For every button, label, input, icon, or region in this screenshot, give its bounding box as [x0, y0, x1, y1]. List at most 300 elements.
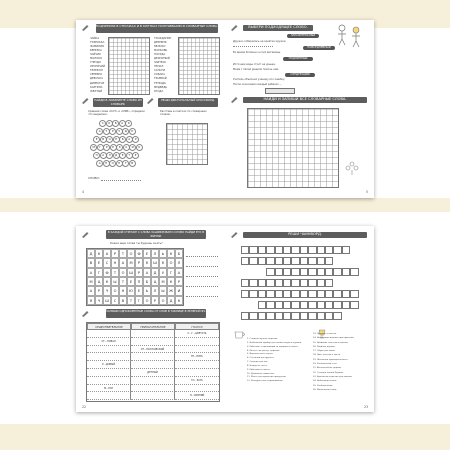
chainword-cell[interactable]	[308, 279, 316, 287]
grid-letter: К	[103, 277, 111, 286]
chainword-cell[interactable]	[342, 290, 350, 298]
chainword-cell[interactable]	[283, 301, 291, 309]
middle-background-band	[0, 198, 450, 212]
chainword-cell[interactable]	[291, 312, 299, 320]
chainword-cell[interactable]	[266, 301, 274, 309]
letter-circle: А	[126, 136, 133, 143]
clue-item: 9. Работник в классе.	[247, 368, 271, 371]
chainword-cell[interactable]	[317, 268, 325, 276]
chainword-cell[interactable]	[283, 290, 291, 298]
grid-letter: Ц	[151, 277, 159, 286]
table-cell	[131, 361, 175, 369]
table-cell: П...СИЯНИЙ	[175, 392, 219, 400]
grid-letter: А	[87, 286, 95, 295]
word-item: ЗАВТРАК	[154, 61, 166, 65]
pencil-icon	[146, 98, 154, 104]
chainword-cell[interactable]	[350, 301, 358, 309]
grid-letter: П	[135, 277, 143, 286]
page-23	[225, 226, 374, 412]
answer-label: СЛОВО:	[88, 176, 100, 180]
blank-line	[233, 46, 273, 47]
page-4	[76, 20, 226, 198]
letter-circle: О	[109, 160, 116, 167]
grid-letter: Г	[167, 268, 175, 277]
sentence-1: Дружно собиралась на занятие кружка.	[233, 40, 287, 43]
pencil-icon	[81, 311, 89, 317]
chainword-cell[interactable]	[325, 301, 333, 309]
banner-find-words: НАЙДИ И ЗАПИШИ ВСЕ СЛОВАРНЫЕ СЛОВА.	[243, 97, 367, 103]
chainword-cell[interactable]	[350, 290, 358, 298]
grid-letter: О	[159, 296, 167, 305]
chainword-cell[interactable]	[249, 290, 257, 298]
book-spread-bottom	[76, 226, 374, 412]
clue-item: 20. Ученический стол.	[313, 363, 338, 366]
grid-letter: Н	[119, 286, 127, 295]
word-search-grid	[247, 108, 339, 188]
letter-circle: Т	[126, 152, 133, 159]
letter-circle: К	[116, 144, 123, 151]
word-pill-4: СЛЕДУЮЩИЙ	[285, 73, 315, 77]
letter-circle: М	[90, 144, 97, 151]
chainword-cell[interactable]	[266, 268, 274, 276]
chainword-cell[interactable]	[258, 290, 266, 298]
letter-circle: А	[96, 160, 103, 167]
word-item: ЗАЙЧИК	[90, 53, 101, 57]
answer-line	[101, 180, 141, 181]
chainword-cell[interactable]	[283, 312, 291, 320]
word-item: ТЕТРАДЬ	[154, 81, 166, 85]
grid-letter: Л	[151, 249, 159, 258]
chainword-cell[interactable]	[258, 257, 266, 265]
clue-item: 8. Блюдо из теста.	[247, 364, 268, 367]
word-item: КАРТИНА	[90, 85, 103, 89]
grid-letter: Р	[151, 296, 159, 305]
chainword-cell[interactable]	[241, 257, 249, 265]
grid-letter: К	[159, 258, 167, 267]
table-cell	[87, 369, 131, 377]
word-item: ДЕРЕВНЯ	[154, 41, 167, 45]
chainword-cell[interactable]	[275, 268, 283, 276]
chainword-cell[interactable]	[249, 257, 257, 265]
chainword-cell[interactable]	[291, 268, 299, 276]
word-item: ТЕЛЕФОН	[90, 69, 104, 73]
clue-item: 10. Домашнее животное.	[247, 372, 275, 375]
grid-letter: Ш	[151, 258, 159, 267]
letter-circle: Д	[122, 128, 129, 135]
table-cell	[175, 369, 219, 377]
chainword-cell[interactable]	[325, 279, 333, 287]
table-cell	[131, 385, 175, 393]
grid-letter: О	[111, 286, 119, 295]
chainword-cell[interactable]	[291, 257, 299, 265]
chainword-cell[interactable]	[333, 312, 341, 320]
table-cell	[131, 338, 175, 346]
chainword-cell[interactable]	[308, 268, 316, 276]
table-cell	[87, 392, 131, 400]
grid-letter: О	[143, 296, 151, 305]
table-cell	[87, 330, 131, 338]
grid-letter: Л	[151, 286, 159, 295]
chainword-cell[interactable]	[258, 246, 266, 254]
table-cell	[175, 361, 219, 369]
pencil-icon	[81, 232, 89, 238]
grid-letter: Б	[143, 277, 151, 286]
grid-letter: Ч	[103, 286, 111, 295]
chainword-cell[interactable]	[266, 312, 274, 320]
clue-item: 17. Обувь для зимы.	[313, 350, 336, 353]
table-cell	[175, 338, 219, 346]
chainword-cell[interactable]	[300, 312, 308, 320]
grid-letter: Е	[135, 286, 143, 295]
page-22	[76, 226, 226, 412]
grid-letter: О	[119, 268, 127, 277]
word-item: ЛЕСНИЧИЙ	[90, 65, 105, 69]
letter-circle: А	[119, 120, 126, 127]
grid-letter: Ь	[159, 249, 167, 258]
chainword-cell[interactable]	[317, 257, 325, 265]
grid-letter: Т	[127, 296, 135, 305]
word-list-right	[154, 37, 171, 94]
word-list-left	[90, 37, 105, 94]
chainword-cell[interactable]	[275, 257, 283, 265]
grid-letter: Ы	[159, 286, 167, 295]
word-table	[86, 322, 220, 402]
chainword-cell[interactable]	[300, 301, 308, 309]
word-item: ДЕВОЧКА	[90, 77, 103, 81]
banner-labyrinth: НАЙДИ В ЛАБИРИНТЕ СЛОВО ИЗ СЛОВАРЯ.	[94, 98, 142, 107]
grid-letter: К	[167, 277, 175, 286]
letter-circle: Л	[106, 152, 113, 159]
table-cell: М...РСЕ	[87, 385, 131, 393]
letter-circle: А	[100, 152, 107, 159]
chainword-cell[interactable]	[249, 279, 257, 287]
table-cell	[175, 385, 219, 393]
letter-grid-2	[178, 37, 220, 95]
table-cell: ДЕТНЫЙ	[131, 369, 175, 377]
page-number: 4	[82, 190, 85, 194]
word-item: ЧАЙКА	[90, 37, 100, 40]
grid-letter: Т	[119, 277, 127, 286]
chainword-cell[interactable]	[283, 246, 291, 254]
grid-letter: Р	[95, 286, 103, 295]
chainword-cell[interactable]	[300, 257, 308, 265]
chainword-cell[interactable]	[333, 246, 341, 254]
chainword-cell[interactable]	[258, 301, 266, 309]
chainword-cell[interactable]	[241, 246, 249, 254]
chainword-cell[interactable]	[283, 279, 291, 287]
clue-item: 13. Предмет в школе.	[313, 333, 337, 335]
table-cell	[131, 377, 175, 385]
word-box	[265, 88, 295, 94]
sentence-3: Источник воды стоит на крыше.	[233, 63, 276, 66]
pencil-icon	[81, 98, 89, 104]
table-cell: ГО...РАТЬ	[175, 377, 219, 385]
grid-letter: В	[87, 258, 95, 267]
grid-letter: М	[159, 277, 167, 286]
chainword-cell[interactable]	[342, 301, 350, 309]
grid-letter: Л	[175, 258, 183, 267]
letter-circle: В	[100, 136, 107, 143]
letter-circle: Е	[119, 152, 126, 159]
banner-choose-word: ВЫБЕРИ ПОДХОДЯЩЕЕ СЛОВО.	[243, 25, 313, 31]
banner-underline-words: ПОДЧЕРКНИ В СТРОЧКАХ И В КЛЕТКАХ ПОЛУЧИВШИЕСЯ СЛОВАРНЫЕ СЛОВА.	[96, 24, 218, 33]
crossword-instruction: Расставь в клетках по словарным словам.	[160, 110, 207, 117]
letter-circle-puzzle	[90, 120, 146, 170]
chainword-cell[interactable]	[350, 268, 358, 276]
chainword-cell[interactable]	[249, 312, 257, 320]
grid-letter: Д	[151, 268, 159, 277]
chainword-cell[interactable]	[291, 290, 299, 298]
chainword-cell[interactable]	[325, 312, 333, 320]
chainword-cell[interactable]	[317, 279, 325, 287]
clue-item: 12. Конкурентное соревнование.	[247, 380, 284, 383]
table-cell	[87, 346, 131, 354]
word-pill-3: ПОДЛИННЫЙ	[283, 57, 313, 61]
grid-letter: В	[119, 296, 127, 305]
word-item: СОБАКА	[154, 73, 166, 77]
page-number: 22	[82, 405, 87, 409]
word-item: ПОСУДА	[154, 53, 166, 57]
letter-grid	[86, 248, 184, 306]
grid-letter: Ы	[111, 277, 119, 286]
chainword-cell[interactable]	[283, 257, 291, 265]
clue-item: 24. Небольшая книга.	[313, 380, 337, 383]
table-header: СУЩЕСТВИТЕЛЬНОЕ	[87, 323, 131, 330]
grid-letter: Д	[167, 296, 175, 305]
chainword-cell[interactable]	[308, 312, 316, 320]
chainword-cell[interactable]	[266, 290, 274, 298]
grid-letter: К	[95, 249, 103, 258]
chainword-cell[interactable]	[308, 301, 316, 309]
word-pill-2: ПОВСЕДНЕВНЫЙ	[303, 46, 335, 50]
chainword-cell[interactable]	[266, 257, 274, 265]
table-cell: ТЕ...НЯТЬ	[175, 353, 219, 361]
grid-letter: К	[143, 258, 151, 267]
grid-letter: Г	[95, 268, 103, 277]
letter-circle: С	[99, 120, 106, 127]
clue-item: 5. Верхняя часть зерна.	[247, 353, 274, 356]
grid-letter: М	[87, 277, 95, 286]
chainword-cell[interactable]	[342, 268, 350, 276]
banner-chainword: РЕШИ ЧАЙНВОРД.	[243, 232, 367, 238]
table-cell	[87, 353, 131, 361]
letter-circle: Е	[93, 136, 100, 143]
chainword-cell[interactable]	[275, 246, 283, 254]
book-spread-top	[76, 20, 374, 198]
letter-grid-1	[108, 37, 150, 95]
grid-letter: Ш	[127, 268, 135, 277]
word-item: ЖЕЛТЫЙ	[90, 89, 103, 93]
grid-letter: Ь	[143, 286, 151, 295]
table-cell: С...Г...ЦВЕТАТЬ	[175, 330, 219, 338]
chainword-cell[interactable]	[325, 268, 333, 276]
word-item: ЯГОДА	[154, 89, 164, 93]
chainword-cell[interactable]	[317, 312, 325, 320]
grid-letter: Ф	[135, 249, 143, 258]
word-item: ПЕНАЛ	[154, 65, 164, 69]
letter-circle: Б	[119, 136, 126, 143]
grid-letter: К	[167, 249, 175, 258]
question-text: Какие ещё слова ты будешь знать?	[110, 241, 163, 245]
clue-item: 4. Место, где растут деревья.	[247, 349, 280, 352]
chainword-cell[interactable]	[266, 246, 274, 254]
letter-circle: Н	[113, 136, 120, 143]
letter-circle: Е	[132, 152, 139, 159]
letter-circle: А	[123, 144, 130, 151]
letter-circle: Т	[103, 128, 110, 135]
clue-item: 25. Учебная вещь.	[313, 384, 333, 387]
word-item: САПОГИ	[154, 69, 166, 73]
chainword-cell[interactable]	[317, 301, 325, 309]
chainword-cell[interactable]	[283, 268, 291, 276]
chainword-cell[interactable]	[241, 279, 249, 287]
grid-letter: Д	[87, 249, 95, 258]
word-item: МОРКОВЬ	[154, 49, 168, 53]
chainword-cell[interactable]	[333, 268, 341, 276]
letter-circle: Н	[103, 160, 110, 167]
chainword-cell[interactable]	[333, 301, 341, 309]
letter-circle: В	[129, 160, 136, 167]
grid-letter: Р	[135, 258, 143, 267]
clue-item: 18. Цвет осеннего листа.	[313, 354, 341, 357]
clue-item: 19. Школьная принадлежность.	[313, 358, 349, 361]
table-cell	[87, 377, 131, 385]
letter-circle: Р	[132, 136, 139, 143]
word-pill-1: ЗАРАЗИТЕЛЬНЫЙ	[287, 34, 319, 38]
chainword-cell[interactable]	[241, 290, 249, 298]
banner-crossword: РЕШИ ДИАГОНАЛЬНЫЙ КРОССВОРД.	[158, 98, 218, 107]
clue-item: 14. Небольшое водное пространство.	[313, 337, 355, 340]
clue-item: 23. Бумажные изделия для письма.	[313, 375, 353, 378]
table-cell	[131, 330, 175, 338]
letter-circle: П	[93, 152, 100, 159]
grid-letter: Ф	[103, 268, 111, 277]
letter-circle: О	[136, 144, 143, 151]
word-item: ДЕЖУРНЫЙ	[154, 57, 170, 61]
sentence-2: Во время болезни он пил витамины.	[233, 51, 282, 54]
chainword-cell[interactable]	[275, 312, 283, 320]
chainword-cell[interactable]	[308, 257, 316, 265]
chainword-cell[interactable]	[291, 301, 299, 309]
grid-letter: К	[175, 296, 183, 305]
grid-letter: Т	[111, 268, 119, 277]
grid-letter: У	[159, 268, 167, 277]
sentence-4: Мама с папой решили помочь нам.	[233, 68, 280, 71]
letter-circle: У	[116, 128, 123, 135]
grid-letter: Ю	[127, 286, 135, 295]
grid-letter: Б	[175, 249, 183, 258]
chainword-cell[interactable]	[325, 290, 333, 298]
grid-letter: Е	[127, 277, 135, 286]
grid-letter: С	[103, 258, 111, 267]
clue-item: 3. Работник, отвечающий за порядок в классе.	[247, 345, 299, 348]
word-item: МОЛОКО	[90, 57, 103, 61]
clue-item: 26. Маленькая птица.	[313, 388, 337, 391]
letter-circle: Б	[112, 120, 119, 127]
chainword-cell[interactable]	[300, 268, 308, 276]
word-item: ТУФЕЛЬКА	[90, 41, 105, 45]
letter-circle: Р	[109, 128, 116, 135]
chainword-cell[interactable]	[266, 279, 274, 287]
grid-letter: Р	[111, 249, 119, 258]
page-5	[225, 20, 374, 198]
page-number: 5	[365, 190, 368, 194]
chainword-cell[interactable]	[308, 246, 316, 254]
table-cell	[131, 353, 175, 361]
word-item: МЕДВЕДЬ	[154, 85, 168, 89]
grid-letter: М	[127, 258, 135, 267]
chainword-cell[interactable]	[317, 246, 325, 254]
chainword-cell[interactable]	[325, 257, 333, 265]
chainword-cell[interactable]	[325, 246, 333, 254]
chainword-cell[interactable]	[258, 279, 266, 287]
word-item: СЕРЕБРО	[90, 73, 103, 77]
chainword-cell[interactable]	[308, 290, 316, 298]
letter-circle: К	[125, 120, 132, 127]
chainword-cell[interactable]	[291, 279, 299, 287]
page-number: 23	[363, 405, 368, 409]
grid-letter: Р	[135, 268, 143, 277]
sentence-5: Учитель объяснил ученику его ошибку.	[233, 78, 286, 81]
dancing-figures-icon	[333, 23, 365, 49]
grid-letter: Ц	[95, 277, 103, 286]
word-item: ЯБЛОКО	[154, 45, 166, 49]
grid-letter: А	[119, 258, 127, 267]
clue-item: 15. Название газетного письма.	[313, 341, 349, 344]
grid-letter: А	[103, 249, 111, 258]
grid-letter: А	[175, 268, 183, 277]
letter-circle: А	[96, 128, 103, 135]
word-item: ТРАМВАЙ	[154, 77, 167, 81]
chainword-cell[interactable]	[300, 290, 308, 298]
pencil-icon	[230, 97, 238, 103]
letter-circle: Т	[122, 160, 129, 167]
answer-lines	[186, 248, 220, 304]
grid-letter: Е	[95, 258, 103, 267]
chainword-cell[interactable]	[258, 312, 266, 320]
clue-item: 22. Столица нашей Родины.	[313, 371, 344, 374]
chainword-cell[interactable]	[249, 246, 257, 254]
table-header: ГЛАГОЛ	[175, 323, 219, 330]
grid-letter: Я	[87, 296, 95, 305]
pencil-icon	[230, 232, 238, 238]
word-item: ДИРЕКТОР	[90, 81, 105, 85]
chainword-cell[interactable]	[333, 290, 341, 298]
letter-circle: И	[129, 144, 136, 151]
chainword-cell[interactable]	[241, 312, 249, 320]
chainword-cell[interactable]	[317, 290, 325, 298]
chainword-cell[interactable]	[275, 301, 283, 309]
chainword-cell[interactable]	[291, 246, 299, 254]
word-item: БЕРЕЗКА	[90, 49, 102, 53]
clues-right	[313, 332, 354, 392]
sentence-6: После окончания каждый ребенок ...	[233, 83, 282, 86]
chainword-cell[interactable]	[300, 246, 308, 254]
cup-doodle-icon	[233, 330, 247, 340]
letter-circle: О	[106, 136, 113, 143]
chainword-cell[interactable]	[275, 279, 283, 287]
clue-item: 6. Стальной инструмент.	[247, 357, 275, 360]
grid-letter: О	[167, 258, 175, 267]
bottom-background-band	[0, 424, 450, 450]
chainword-cell[interactable]	[300, 279, 308, 287]
table-cell: Р...ДОВЫЙ	[87, 361, 131, 369]
clue-item: 1. Сладкое мучное изделие.	[247, 338, 278, 340]
grid-letter: О	[127, 249, 135, 258]
chainword-cell[interactable]	[342, 246, 350, 254]
letter-circle: Р	[103, 144, 110, 151]
chainword-cell[interactable]	[275, 290, 283, 298]
